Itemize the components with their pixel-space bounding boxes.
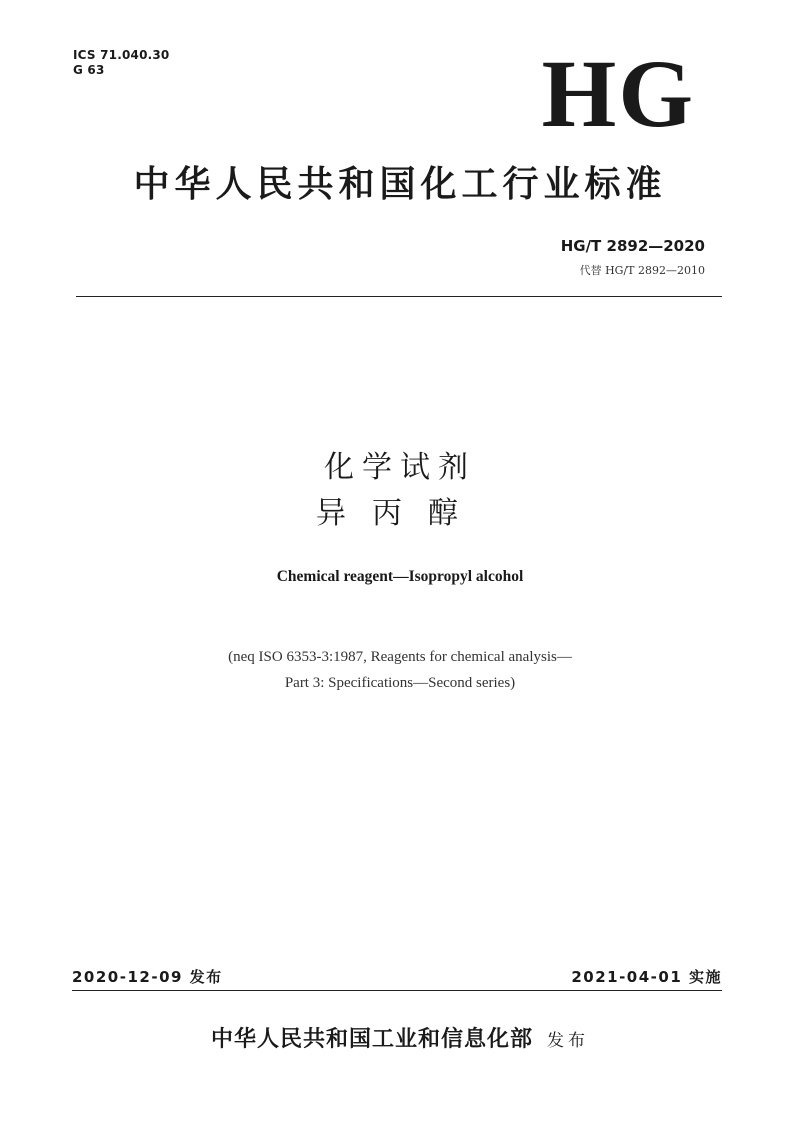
chinese-title-line2: 异丙醇	[316, 496, 484, 531]
effective-date: 2021-04-01 实施	[571, 968, 722, 986]
standard-number: HG/T 2892—2020	[560, 237, 705, 255]
issuing-authority	[40, 1024, 760, 1057]
equivalence-note-line2: Part 3: Specifications—Second series)	[284, 675, 516, 691]
chinese-title-line1: 化学试剂	[324, 450, 476, 485]
standard-category-title: 中华人民共和国化工行业标准	[133, 164, 667, 205]
equivalence-note-line1: (neq ISO 6353-3:1987, Reagents for chemical analysis—	[228, 649, 572, 665]
hg-logo: HG	[541, 40, 695, 147]
issuer-name: 中华人民共和国工业和信息化部	[210, 1027, 533, 1052]
bottom-divider	[72, 990, 722, 991]
replaces-standard: 代替 HG/T 2892—2010	[579, 264, 705, 277]
issue-action: 发布	[547, 1031, 589, 1051]
top-divider	[76, 296, 722, 297]
issue-date: 2020-12-09 发布	[72, 968, 223, 986]
ics-code: ICS 71.040.30	[73, 48, 170, 62]
english-title: Chemical reagent—Isopropyl alcohol	[276, 568, 524, 585]
ccs-code: G 63	[73, 63, 105, 77]
classification-codes	[73, 48, 169, 78]
